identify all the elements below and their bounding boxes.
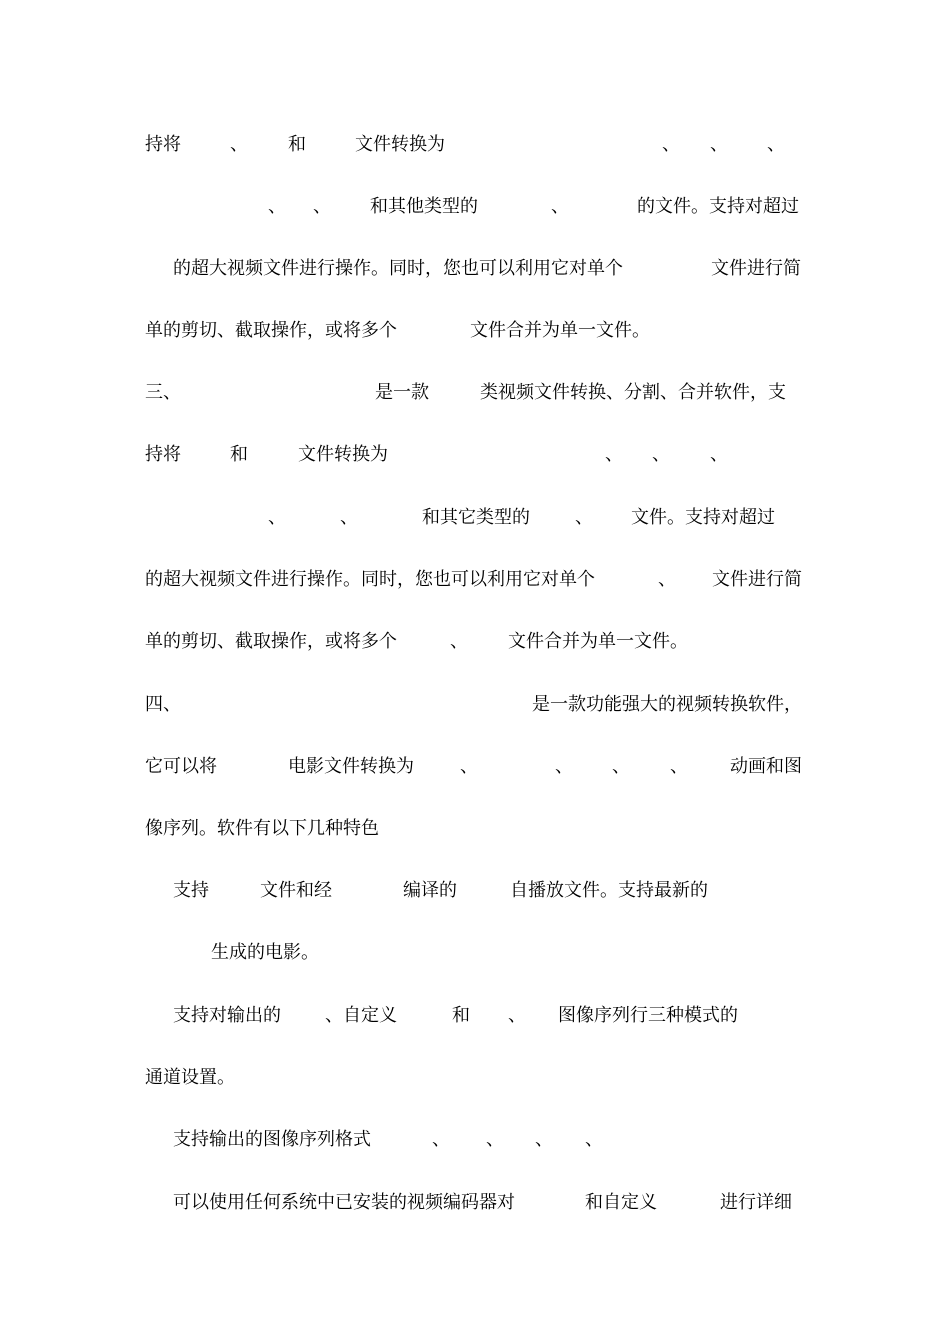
text-segment: 的文件。支持对超过 (637, 196, 799, 217)
text-line-17 (0, 1125, 950, 1155)
text-line-14 (0, 938, 950, 968)
text-segment: 单的剪切、截取操作，或将多个 (145, 631, 397, 652)
text-line-1 (0, 130, 950, 160)
text-segment: 三、 (145, 382, 181, 403)
text-segment: 、 (268, 196, 286, 217)
text-segment: 、 (535, 1129, 553, 1150)
text-segment: 文件进行简 (712, 569, 802, 590)
text-segment: 的超大视频文件进行操作。同时，您也可以利用它对单个 (173, 258, 623, 279)
text-line-12 (0, 814, 950, 844)
text-line-6 (0, 440, 950, 470)
text-line-11 (0, 752, 950, 782)
text-segment: 进行详细 (720, 1192, 792, 1213)
text-segment: 、 (658, 569, 676, 590)
text-segment: 、 (313, 196, 331, 217)
text-segment: 文件。支持对超过 (631, 507, 775, 528)
text-line-4 (0, 316, 950, 346)
text-segment: 、 (662, 134, 680, 155)
text-segment: 类视频文件转换、分割、合并软件，支 (480, 382, 786, 403)
text-segment: 支持对输出的 (173, 1005, 281, 1026)
text-segment: 、 (508, 1005, 526, 1026)
text-line-10 (0, 690, 950, 720)
text-segment: 持将 (145, 134, 181, 155)
text-segment: 是一款功能强大的视频转换软件， (532, 694, 802, 715)
text-segment: 和 (452, 1005, 470, 1026)
text-segment: 、 (710, 134, 728, 155)
text-segment: 图像序列行三种模式的 (558, 1005, 738, 1026)
text-line-15 (0, 1001, 950, 1031)
text-segment: 和 (288, 134, 306, 155)
text-segment: 、自定义 (325, 1005, 397, 1026)
text-segment: 、 (551, 196, 569, 217)
text-segment: 支持输出的图像序列格式 (173, 1129, 371, 1150)
text-segment: 编译的 (403, 880, 457, 901)
text-segment: 支持 (173, 880, 209, 901)
text-segment: 它可以将 (145, 756, 217, 777)
text-line-9 (0, 627, 950, 657)
text-segment: 和自定义 (585, 1192, 657, 1213)
text-segment: 可以使用任何系统中已安装的视频编码器对 (173, 1192, 515, 1213)
text-segment: 单的剪切、截取操作，或将多个 (145, 320, 397, 341)
text-segment: 、 (605, 444, 623, 465)
text-segment: 电影文件转换为 (288, 756, 414, 777)
text-segment: 动画和图 (730, 756, 802, 777)
text-segment: 、 (268, 507, 286, 528)
text-segment: 、 (230, 134, 248, 155)
text-segment: 、 (767, 134, 785, 155)
text-segment: 、 (575, 507, 593, 528)
text-segment: 、 (340, 507, 358, 528)
text-segment: 文件和经 (260, 880, 332, 901)
text-segment: 文件合并为单一文件。 (508, 631, 688, 652)
text-segment: 和其他类型的 (370, 196, 478, 217)
text-line-8 (0, 565, 950, 595)
text-segment: 、 (670, 756, 688, 777)
text-segment: 和 (230, 444, 248, 465)
text-line-5 (0, 378, 950, 408)
text-segment: 四、 (145, 694, 181, 715)
text-segment: 是一款 (375, 382, 429, 403)
text-segment: 、 (710, 444, 728, 465)
text-line-13 (0, 876, 950, 906)
text-line-7 (0, 503, 950, 533)
text-segment: 文件进行简 (711, 258, 801, 279)
text-segment: 、 (460, 756, 478, 777)
text-segment: 、 (585, 1129, 603, 1150)
text-segment: 文件转换为 (355, 134, 445, 155)
text-line-2 (0, 192, 950, 222)
text-segment: 文件合并为单一文件。 (470, 320, 650, 341)
text-line-18 (0, 1188, 950, 1218)
text-segment: 自播放文件。支持最新的 (510, 880, 708, 901)
text-segment: 、 (652, 444, 670, 465)
text-line-3 (0, 254, 950, 284)
text-segment: 生成的电影。 (211, 942, 319, 963)
text-segment: 、 (555, 756, 573, 777)
text-segment: 和其它类型的 (422, 507, 530, 528)
text-segment: 像序列。软件有以下几种特色 (145, 818, 379, 839)
text-segment: 通道设置。 (145, 1067, 235, 1088)
text-segment: 、 (450, 631, 468, 652)
text-segment: 持将 (145, 444, 181, 465)
text-segment: 文件转换为 (298, 444, 388, 465)
text-segment: 的超大视频文件进行操作。同时，您也可以利用它对单个 (145, 569, 595, 590)
text-segment: 、 (612, 756, 630, 777)
text-line-16 (0, 1063, 950, 1093)
text-segment: 、 (432, 1129, 450, 1150)
text-segment: 、 (486, 1129, 504, 1150)
